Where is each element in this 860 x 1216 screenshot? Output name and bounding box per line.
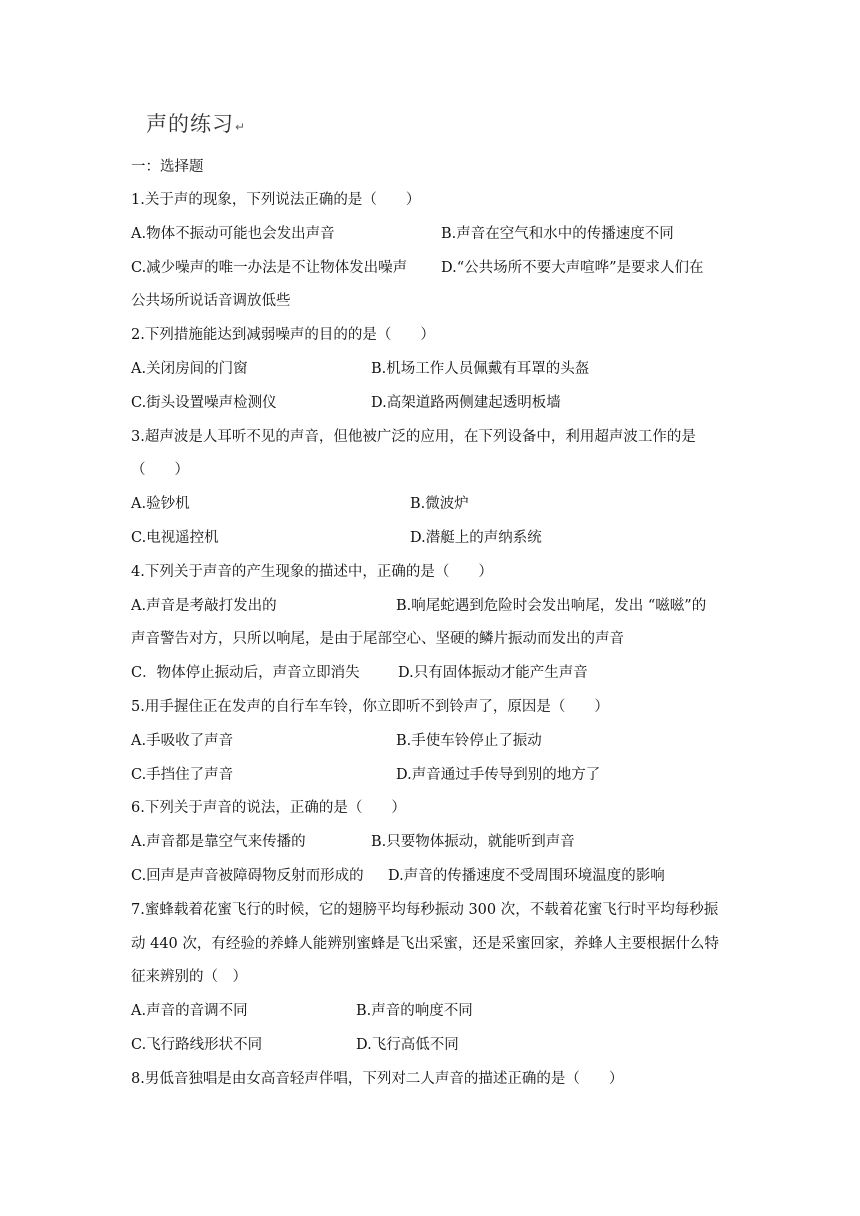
question-stem: 6.下列关于声音的说法，正确的是（ ） — [131, 800, 406, 816]
option-c: C.回声是声音被障碍物反射而形成的 — [131, 868, 364, 884]
paragraph-mark-icon: ↵ — [235, 120, 247, 134]
option-c: C.减少噪声的唯一办法是不让物体发出噪声 — [131, 260, 408, 276]
option-d: D.声音通过手传导到别的地方了 — [396, 767, 601, 783]
option-c: C.电视遥控机 — [131, 530, 219, 546]
option-d-continued: 公共场所说话音调放低些 — [131, 293, 291, 309]
option-d: D.高架道路两侧建起透明板墙 — [371, 395, 561, 411]
option-b: B.声音在空气和水中的传播速度不同 — [441, 226, 674, 242]
question-stem: 3.超声波是人耳听不见的声音，但他被广泛的应用，在下列设备中，利用超声波工作的是 — [131, 429, 696, 445]
option-c: C.手挡住了声音 — [131, 767, 234, 783]
option-a: A.声音是考敲打发出的 — [131, 598, 277, 614]
option-d: D.“公共场所不要大声喧哗”是要求人们在 — [441, 260, 704, 276]
question-stem: 8.男低音独唱是由女高音轻声伴唱，下列对二人声音的描述正确的是（ ） — [131, 1071, 624, 1087]
option-a: A.声音都是靠空气来传播的 — [131, 834, 306, 850]
option-b-continued: 声音警告对方，只所以响尾，是由于尾部空心、坚硬的鳞片振动而发出的声音 — [131, 631, 624, 647]
option-d: D.只有固体振动才能产生声音 — [398, 665, 588, 681]
option-a: A.声音的音调不同 — [131, 1003, 248, 1019]
option-b: B.手使车铃停止了振动 — [396, 733, 542, 749]
question-stem: 1.关于声的现象，下列说法正确的是（ ） — [131, 192, 421, 208]
question-stem: 2.下列措施能达到减弱噪声的目的的是（ ） — [131, 327, 435, 343]
option-a: A.物体不振动可能也会发出声音 — [131, 226, 335, 242]
option-d: D.声音的传播速度不受周围环境温度的影响 — [388, 868, 665, 884]
option-c: C．物体停止振动后，声音立即消失 — [131, 665, 360, 681]
question-stem-continued: 征来辨别的（ ） — [131, 969, 247, 985]
option-a: A.关闭房间的门窗 — [131, 361, 248, 377]
option-b: B.只要物体振动，就能听到声音 — [371, 834, 575, 850]
question-stem: 7.蜜蜂载着花蜜飞行的时候，它的翅膀平均每秒振动 300 次，不载着花蜜飞行时平均每秒振 — [131, 902, 719, 918]
option-b: B.声音的响度不同 — [356, 1003, 473, 1019]
section-heading: 一：选择题 — [131, 159, 204, 175]
title-text: 声的练习 — [146, 112, 234, 136]
option-a: A.验钞机 — [131, 496, 190, 512]
option-b: B.响尾蛇遇到危险时会发出响尾，发出 “嗞嗞”的 — [396, 598, 707, 614]
option-c: C.街头设置噪声检测仪 — [131, 395, 277, 411]
option-b: B.微波炉 — [410, 496, 469, 512]
question-stem-continued: （ ） — [131, 462, 189, 478]
option-c: C.飞行路线形状不同 — [131, 1037, 263, 1053]
question-stem-continued: 动 440 次，有经验的养蜂人能辨别蜜蜂是飞出采蜜，还是采蜜回家，养蜂人主要根据什么特 — [131, 936, 719, 952]
option-d: D.飞行高低不同 — [356, 1037, 459, 1053]
option-a: A.手吸收了声音 — [131, 733, 234, 749]
option-b: B.机场工作人员佩戴有耳罩的头盔 — [371, 361, 590, 377]
question-stem: 4.下列关于声音的产生现象的描述中，正确的是（ ） — [131, 564, 493, 580]
option-d: D.潜艇上的声纳系统 — [410, 530, 542, 546]
question-stem: 5.用手握住正在发声的自行车车铃，你立即听不到铃声了，原因是（ ） — [131, 699, 609, 715]
page-title — [146, 108, 246, 138]
